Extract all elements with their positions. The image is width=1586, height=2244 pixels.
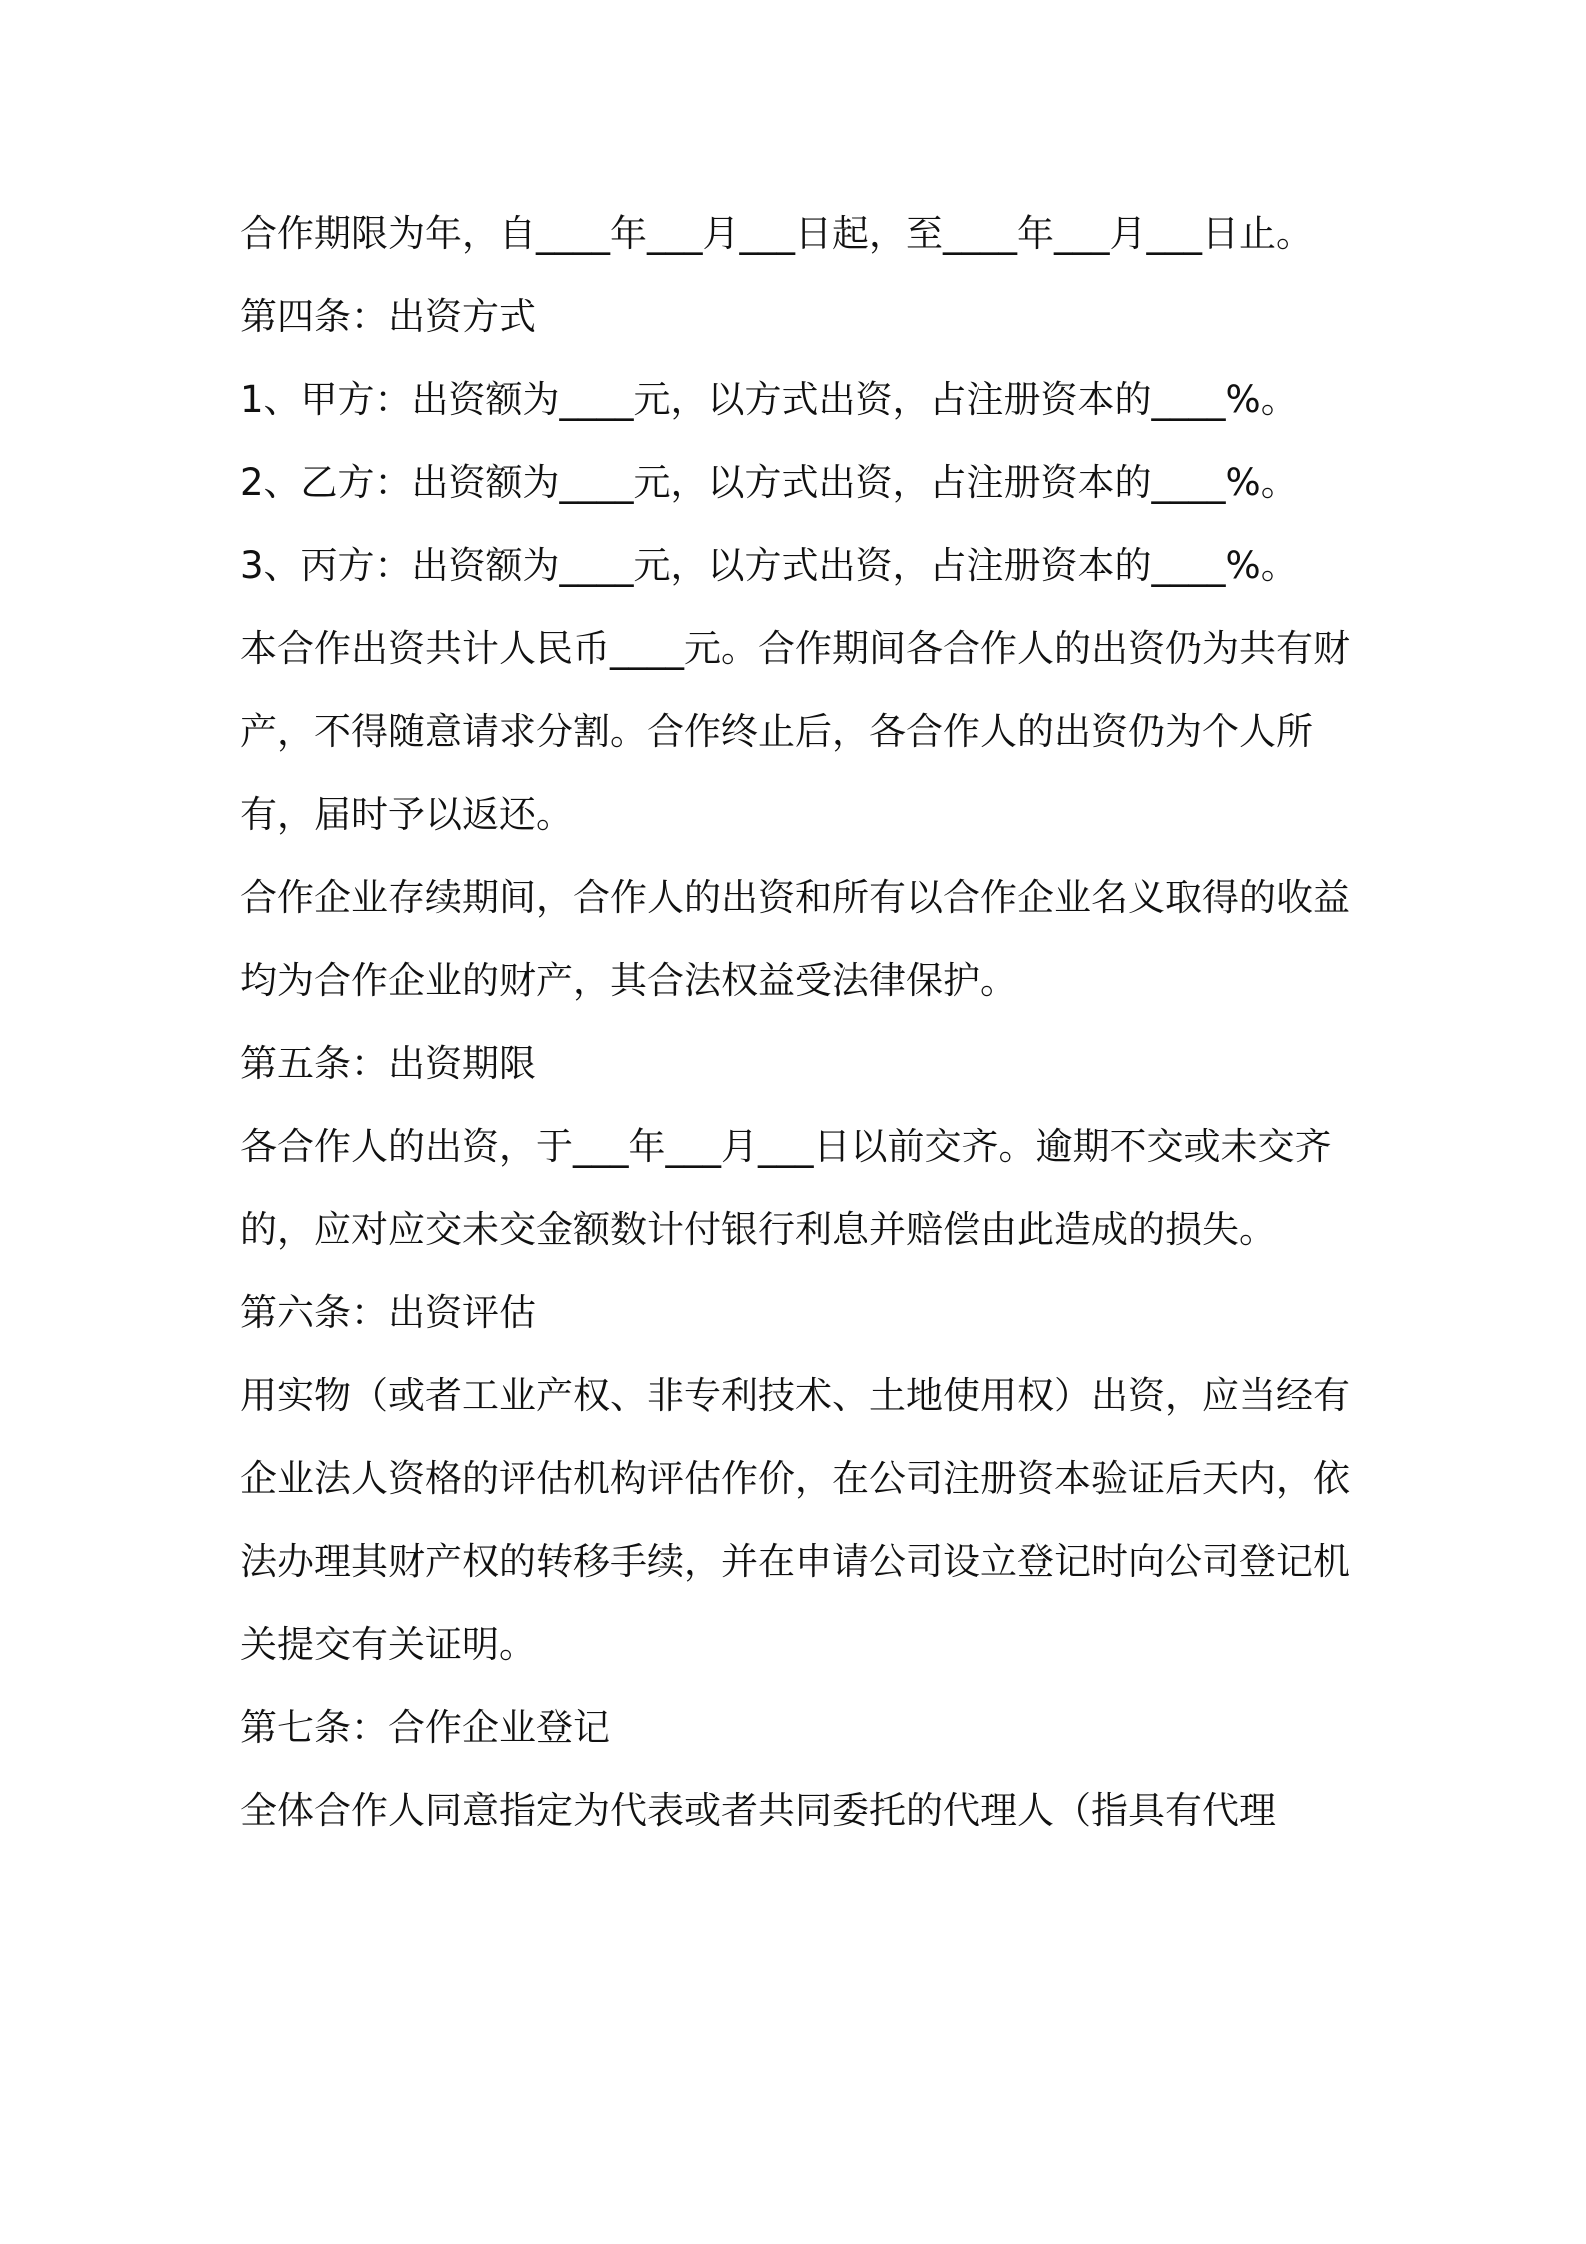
article-6-heading: 第六条：出资评估 (240, 1291, 536, 1334)
party-b-contribution: 2、乙方：出资额为____元，以方式出资，占注册资本的____%。 (240, 461, 1298, 504)
paragraph-contribution-evaluation: 用实物（或者工业产权、非专利技术、土地使用权）出资，应当经有企业法人资格的评估机构评估作价，在公司注册资本验证后天内，依法办理其财产权的转移手续，并在申请公司设立登记时向公司登记机关提交有关证明。 (240, 1374, 1350, 1666)
paragraph-enterprise-property: 合作企业存续期间，合作人的出资和所有以合作企业名义取得的收益均为合作企业的财产，其合法权益受法律保护。 (240, 876, 1350, 1002)
article-5-heading: 第五条：出资期限 (240, 1042, 536, 1085)
paragraph-contribution-deadline: 各合作人的出资，于___年___月___日以前交齐。逾期不交或未交齐的，应对应交未交金额数计付银行利息并赔偿由此造成的损失。 (240, 1125, 1332, 1251)
party-a-contribution: 1、甲方：出资额为____元，以方式出资，占注册资本的____%。 (240, 378, 1298, 421)
document-body (240, 192, 1360, 1852)
party-c-contribution: 3、丙方：出资额为____元，以方式出资，占注册资本的____%。 (240, 544, 1298, 587)
article-4-heading: 第四条：出资方式 (240, 295, 536, 338)
paragraph-registration-agent: 全体合作人同意指定为代表或者共同委托的代理人（指具有代理 (240, 1789, 1276, 1832)
paragraph-term-period: 合作期限为年，自____年___月___日起，至____年___月___日止。 (240, 212, 1313, 255)
paragraph-total-contribution: 本合作出资共计人民币____元。合作期间各合作人的出资仍为共有财产，不得随意请求分割。合作终止后，各合作人的出资仍为个人所有，届时予以返还。 (240, 627, 1350, 836)
article-7-heading: 第七条：合作企业登记 (240, 1706, 610, 1749)
